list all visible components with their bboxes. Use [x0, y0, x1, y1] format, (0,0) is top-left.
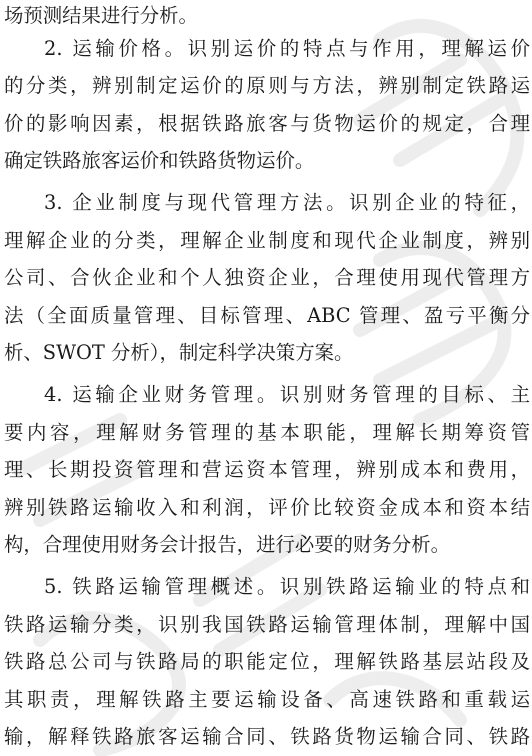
text-line-17: 铁路运输分类，识别我国铁路运输管理体制，理解中国	[4, 613, 530, 636]
text-line-11: 4. 运输企业财务管理。识别财务管理的目标、主	[44, 383, 530, 406]
text-line-19: 其职责，理解铁路主要运输设备、高速铁路和重载运	[4, 688, 530, 711]
text-line-15: 构，合理使用财务会计报告，进行必要的财务分析。	[4, 533, 450, 556]
text-line-6: 3. 企业制度与现代管理方法。识别企业的特征，	[44, 191, 530, 214]
text-line-1: 场预测结果进行分析。	[4, 4, 198, 27]
text-line-20: 输，解释铁路旅客运输合同、铁路货物运输合同、铁路	[4, 725, 530, 748]
text-line-18: 铁路总公司与铁路局的职能定位，理解铁路基层站段及	[4, 650, 530, 673]
text-line-12: 要内容，理解财务管理的基本职能，理解长期筹资管	[4, 421, 530, 444]
text-line-10: 析、SWOT 分析），制定科学决策方案。	[4, 341, 354, 364]
text-line-3: 的分类，辨别制定运价的原则与方法，辨别制定铁路运	[4, 74, 530, 97]
text-line-13: 理、长期投资管理和营运资本管理，辨别成本和费用，	[4, 458, 530, 481]
text-line-5: 确定铁路旅客运价和铁路货物运价。	[4, 149, 315, 172]
text-line-16: 5. 铁路运输管理概述。识别铁路运输业的特点和	[44, 575, 530, 598]
text-line-8: 公司、合伙企业和个人独资企业，合理使用现代管理方	[4, 266, 530, 289]
document-page	[4, 0, 530, 756]
text-line-9: 法（全面质量管理、目标管理、ABC 管理、盈亏平衡分	[4, 304, 530, 327]
text-line-7: 理解企业的分类，理解企业制度和现代企业制度，辨别	[4, 229, 530, 252]
text-line-2: 2. 运输价格。识别运价的特点与作用，理解运价	[44, 37, 530, 60]
text-line-4: 价的影响因素，根据铁路旅客与货物运价的规定，合理	[4, 112, 530, 135]
text-line-14: 辨别铁路运输收入和利润，评价比较资金成本和资本结	[4, 496, 530, 519]
